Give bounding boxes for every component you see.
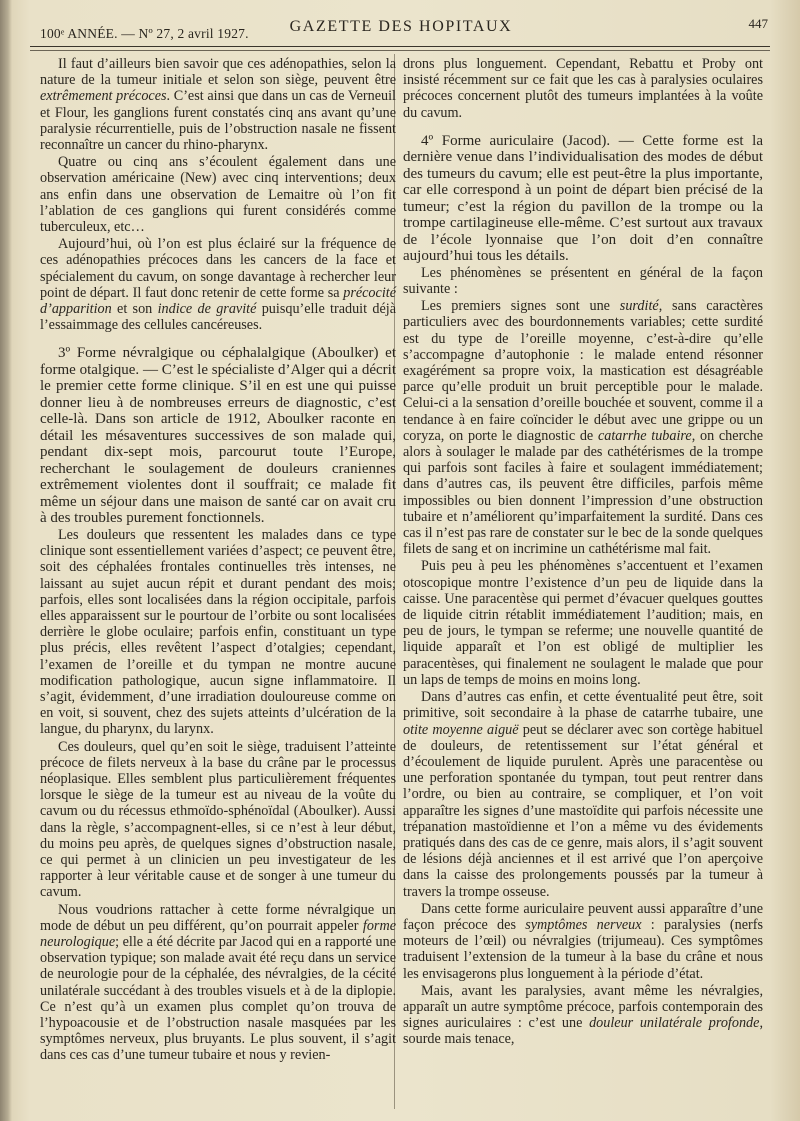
heading-text: 4º Forme auriculaire — [421, 132, 554, 149]
header-rule-secondary — [30, 50, 770, 51]
text: (Jacod). — Cette forme est la dernière venue dans l’individualisation des modes de début des tumeurs du cavum; elle est peut-être la plus importante, car elle correspond à un point de départ bien précisé de la tumeur; c’est la région du pavillon de la trompe ou la trompe cartilagineuse elle-même. C’est surtout aux travaux de l’école lyonnaise que l’on doit d’en connaître aujourd’hui tous les détails. — [403, 132, 764, 265]
text: , sourde mais tenace, — [403, 1015, 763, 1048]
paragraph — [403, 689, 763, 900]
running-header — [32, 14, 770, 44]
paragraph — [40, 236, 396, 333]
text: , on cherche alors à soulager le malade par des cathétérismes de la trompe qui parfois sont faciles à faire et soulagent immédiatement; dans d’autres cas, ils peuvent être difficiles, parfois même impossibles ou bien donnent l’impression d’une obstruction tubaire et n’améliorent qu’imparfaitement la surdité. Dans ces cas il n’est pas rare de constater sur le bec de la sonde quelques filets de sang et on incrimine un cathétérisme mal fait. — [403, 427, 763, 558]
emphasis: douleur unilatérale profonde — [589, 1015, 760, 1032]
paragraph — [403, 298, 763, 557]
paragraph: Quatre ou cinq ans s’écoulent également dans une observation américaine (New) avec cinq interventions; deux ans enfin dans une observation de Lemaitre où l’on fit l’ablation de ces ganglions qui furent considérés comme tuberculeux, etc… — [40, 154, 396, 236]
text: . C’est ainsi que dans un cas de Verneuil et Flour, les ganglions furent constatés cinq ans avant qu’une paralysie récurrentielle, puis de l’obstruction nasale ne fissent reconnaître un cancer du rhino-pharynx. — [40, 88, 396, 154]
paragraph — [403, 901, 763, 982]
header-rule — [30, 46, 770, 47]
text: Les premiers signes sont une — [421, 298, 620, 315]
text: Mais, avant les paralysies, avant même les névralgies, apparaît un autre symptôme précoce, parfois contemporain des signes auriculaires : c’est une — [403, 982, 763, 1032]
emphasis: catarrhe tubaire — [597, 427, 692, 444]
paragraph: Les douleurs que ressentent les malades dans ce type clinique sont essentiellement variées d’aspect; ce peuvent être, soit des céphalées frontales continuelles très intenses, ne laissant au sujet aucun répit et durant pendant des mois; parfois, elles sont localisées dans la région occipitale, parfois elles apparaissent sur le pourtour de l’orbite ou sont localisées derrière le globe oculaire; parfois enfin, constituant un type plus précis, elles revêtent l’aspect d’otalgies; cependant, l’examen de l’oreille et du tympan ne montre aucune modification pathologique, aucun signe inflammatoire. Il s’agit, évidemment, d’une irradiation douloureuse comme on en voit, si souvent, chez des sujets atteints d’ulcération de la langue, du pharynx, du larynx. — [40, 526, 396, 738]
paragraph: Ces douleurs, quel qu’en soit le siège, traduisent l’atteinte précoce de filets nerveux à la base du crâne par le processus néoplasique. Elles semblent plus particulièrement fréquentes lorsque le siège de la tumeur est au niveau de la voûte du cavum ou du récessus ethmoïdo-sphénoïdal (Aboulker). Aussi dans la règle, s’accompagnent-elles, si ce n’est à leur début, du moins peu après, de quelques signes d’obstruction nasale, ce qui permet à un clinicien un peu investigateur de les rapporter à leur véritable cause et de songer à une tumeur du cavum. — [40, 738, 396, 901]
section-heading-3 — [40, 345, 396, 527]
paragraph — [403, 983, 763, 1048]
emphasis: otite moyenne aiguë — [403, 721, 519, 738]
paragraph: drons plus longuement. Cependant, Rebattu et Proby ont insisté récemment sur ce fait que les cas à paralysies oculaires précoces concernent plutôt des tumeurs implantées à la voûte du cavum. — [403, 56, 763, 121]
text: Dans d’autres cas enfin, et cette éventualité peut être, soit primitive, soit secondaire à la phase de catarrhe tubaire, une — [403, 689, 763, 722]
emphasis: précocité d’apparition — [40, 284, 396, 318]
left-column — [40, 56, 396, 1064]
section-heading-4 — [403, 133, 763, 265]
page-number: 447 — [748, 16, 768, 31]
heading-text: 3º Forme névralgique ou céphalalgique (Aboulker) et forme otalgique. — [40, 345, 396, 378]
paragraph: Les phénomènes se présentent en général de la façon suivante : — [403, 264, 763, 298]
binding-edge — [0, 0, 12, 1121]
text: — C’est le spécialiste d’Alger qui a décrit le premier cette forme clinique. S’il en est une qui puisse donner lieu à de nombreuses erreurs de diagnostic, c’est celle-là. Dans son article de 1912, Aboulker raconte en détail les mésaventures successives de son malade qui, pendant dix-sept mois, parcourut toute l’Europe, recherchant le soulagement de douleurs craniennes extrêmement violentes dont il souffrait; ce malade fit même un séjour dans une maison de santé car on avait cru à des troubles purement fonctionnels. — [40, 361, 396, 527]
paragraph — [40, 56, 396, 153]
text: : paralysies (nerfs moteurs de l’œil) ou névralgies (trijumeau). Ces symptômes traduisent l’extension de la tumeur à la base du crâne et nous les envisagerons plus longuement à la période d’état. — [403, 916, 763, 982]
text: Dans cette forme auriculaire peuvent aussi apparaître d’une façon précoce des — [403, 900, 763, 933]
text: , sans caractères particuliers avec des bourdonnements variables; cette surdité est du type de l’oreille moyenne, c’est-à-dire qu’elle s’accompagne d’autophonie : le malade entend résonner exagérément sa propre voix, la mastication est désagréable parce qu’elle produit un bruit perceptible pour le malade. Celui-ci a la sensation d’oreille bouchée et souvent, comme il a tendance à en faire coïncider le début avec une grippe ou un coryza, on porte le diagnostic de — [403, 298, 763, 444]
paragraph — [40, 902, 396, 1064]
text: peut se déclarer avec son cortège habituel de douleurs, de retentissement sur l’état général et d’écoulement de liquide purulent. Après une paracentèse ou une perforation spontanée du tympan, tout peut rentrer dans l’ordre, ou bien au contraire, se compliquer, et l’on voit apparaître les signes d’une mastoïdite qui parfois nécessite une trépanation mastoïdienne et l’on a même vu des évidements pratiqués dans des cas de ce genre, mais alors, il s’agit souvent de lésions déjà anciennes et il est arrivé que l’on aperçoive dans la caisse des prolongements poussés par la tumeur à travers la trompe osseuse. — [403, 721, 764, 900]
paragraph: Puis peu à peu les phénomènes s’accentuent et l’examen otoscopique montre l’existence d’un peu de liquide dans la caisse. Une paracentèse qui permet d’évacuer quelques gouttes de liquide citrin rétablit immédiatement l’audition; mais, en peu de jours, le tympan se referme; une nouvelle quantité de liquide apparaît et l’on est obligé de multiplier les paracentèses, qui finalement ne soulagent le malade que pour un laps de temps de moins en moins long. — [403, 558, 763, 688]
issue-info: 100ᵉ ANNÉE. — Nº 27, 2 avril 1927. — [40, 26, 249, 41]
emphasis: surdité — [619, 298, 659, 315]
text: Nous voudrions rattacher à cette forme névralgique un mode de début un peu différent, qu’on pourrait appeler — [40, 901, 396, 934]
emphasis: symptômes nerveux — [525, 916, 642, 933]
emphasis: indice de gravité — [157, 301, 257, 318]
text: puisqu’elle traduit déjà l’essaimmage des cellules cancéreuses. — [40, 301, 396, 334]
emphasis: forme neurologique — [40, 917, 396, 951]
right-column — [403, 56, 763, 1048]
text: et son — [111, 301, 158, 318]
emphasis: extrêmement précoces — [40, 88, 167, 105]
text: Aujourd’hui, où l’on est plus éclairé sur la fréquence de ces adénopathies précoces dans les cancers de la face et spécialement du cavum, on songe davantage à rechercher leur point de départ. Il faut donc retenir de cette forme sa — [40, 236, 396, 301]
text: Il faut d’ailleurs bien savoir que ces adénopathies, selon la nature de la tumeur initiale et selon son siège, peuvent être — [40, 56, 396, 89]
text: ; elle a été décrite par Jacod qui en a rapporté une observation typique; son malade avait été reçu dans un service de neurologie pour de la céphalée, des névralgies, de la cécité unilatérale succédant à des troubles visuels et à de la diplopie. Ce n’est qu’à un examen plus complet qu’on trouva de l’hypoacousie et de l’obstruction nasale masquées par les symptômes nerveux, plus bruyants. Le plus souvent, il s’agit dans ces cas d’une tumeur tubaire et nous y revien- — [40, 934, 396, 1064]
journal-title: GAZETTE DES HOPITAUX — [289, 18, 513, 35]
